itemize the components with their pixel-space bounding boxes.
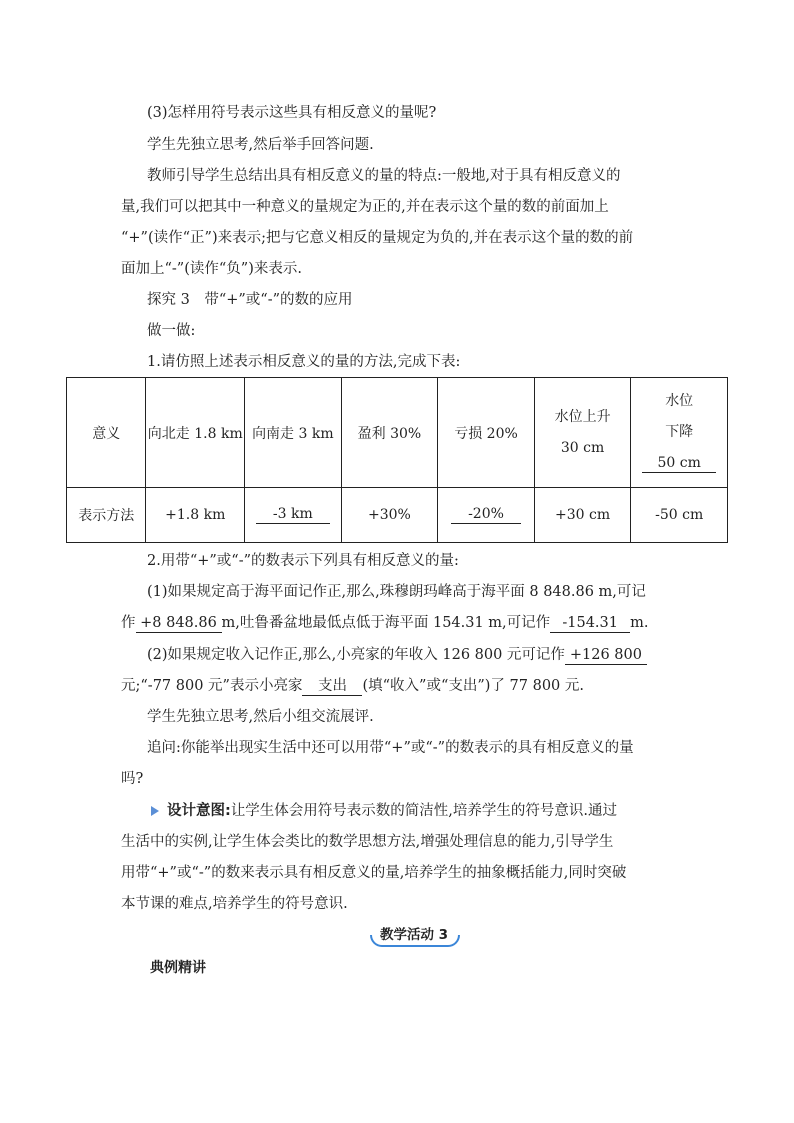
- section-heading: 探究 3 带“+”或“-”的数的应用: [147, 292, 353, 308]
- table-cell: [245, 488, 342, 543]
- paragraph: 教师引导学生总结出具有相反意义的量的特点:一般地,对于具有相反意义的: [147, 168, 621, 184]
- cell-line: 下降: [665, 424, 694, 440]
- cell-line: 水位: [665, 393, 694, 409]
- question-text: (1)如果规定高于海平面记作正,那么,珠穆朗玛峰高于海平面 8 848.86 m,可记: [147, 584, 646, 600]
- question-text: (2)如果规定收入记作正,那么,小亮家的年收入 126 800 元可记作 +126 800: [147, 645, 647, 665]
- question-text: 元;“-77 800 元”表示小亮家 支出 (填“收入”或“支出”)了 77 800 元.: [121, 678, 584, 694]
- paragraph: 量,我们可以把其中一种意义的量规定为正的,并在表示这个量的数的前面加上: [121, 199, 609, 215]
- paragraph: 用带“+”或“-”的数来表示具有相反意义的量,培养学生的抽象概括能力,同时突破: [121, 865, 627, 881]
- table-cell: +30%: [341, 488, 438, 543]
- table-header-cell: 意义: [67, 378, 146, 488]
- paragraph: (3)怎样用符号表示这些具有相反意义的量呢?: [147, 105, 437, 121]
- question-text: 作 +8 848.86 m,吐鲁番盆地最低点低于海平面 154.31 m,可记作 -154.31 m.: [121, 615, 649, 631]
- table-cell: [534, 378, 631, 488]
- table-cell: -50 cm: [631, 488, 728, 543]
- table-cell: [438, 488, 535, 543]
- activity-banner: [372, 926, 456, 944]
- answer-blank: -154.31: [550, 615, 630, 633]
- opposite-quantities-table: [66, 377, 728, 543]
- question: 2.用带“+”或“-”的数表示下列具有相反意义的量:: [147, 553, 459, 569]
- triangle-bullet-icon: [151, 806, 159, 816]
- paragraph: “+”(读作“正”)来表示;把与它意义相反的量规定为负的,并在表示这个量的数的前: [121, 230, 634, 246]
- design-intent-label: 设计意图:: [167, 803, 231, 819]
- activity-title: 教学活动 3: [379, 927, 449, 943]
- question: 1.请仿照上述表示相反意义的量的方法,完成下表:: [147, 354, 461, 370]
- answer-blank: -3 km: [256, 506, 330, 524]
- paragraph: 做一做:: [147, 323, 196, 339]
- paragraph: 学生先独立思考,然后举手回答问题.: [147, 137, 374, 153]
- paragraph: 面加上“-”(读作“负”)来表示.: [121, 261, 302, 277]
- paragraph: 学生先独立思考,然后小组交流展评.: [147, 709, 374, 725]
- table-cell: +1.8 km: [146, 488, 245, 543]
- table-header-cell: 表示方法: [67, 488, 146, 543]
- answer-blank: +126 800: [565, 647, 647, 665]
- answer-blank: 支出: [302, 678, 362, 696]
- table-cell: 盈利 30%: [341, 378, 438, 488]
- table-cell: [631, 378, 728, 488]
- cell-line: 水位上升: [554, 408, 611, 425]
- section-title: 典例精讲: [150, 960, 206, 976]
- answer-blank: +8 848.86: [136, 615, 222, 633]
- table-cell: +30 cm: [534, 488, 631, 543]
- paragraph: 吗?: [121, 771, 144, 787]
- paragraph: 本节课的难点,培养学生的符号意识.: [121, 896, 348, 912]
- cell-line: 30 cm: [560, 439, 605, 456]
- answer-blank: 50 cm: [642, 455, 716, 473]
- table-cell: 向南走 3 km: [245, 378, 342, 488]
- answer-blank: -20%: [451, 506, 521, 524]
- table-cell: 亏损 20%: [438, 378, 535, 488]
- paragraph: 追问:你能举出现实生活中还可以用带“+”或“-”的数表示的具有相反意义的量: [147, 740, 634, 756]
- design-intent: 设计意图:让学生体会用符号表示数的简洁性,培养学生的符号意识.通过: [151, 801, 617, 821]
- table-cell: 向北走 1.8 km: [146, 378, 245, 488]
- paragraph: 生活中的实例,让学生体会类比的数学思想方法,增强处理信息的能力,引导学生: [121, 834, 614, 850]
